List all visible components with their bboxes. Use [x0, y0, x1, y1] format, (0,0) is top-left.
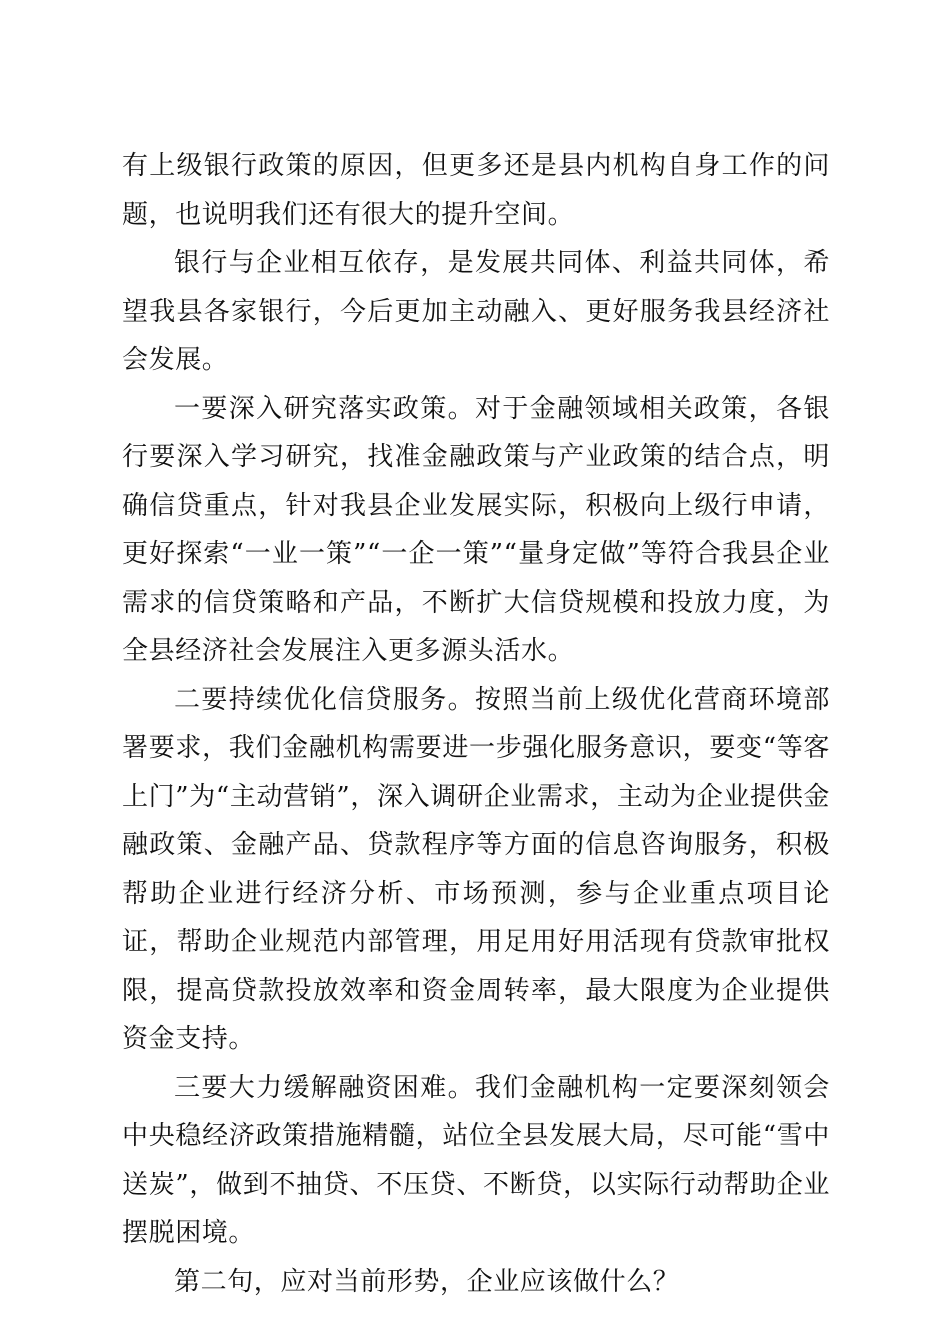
paragraph-policy-research: 一要深入研究落实政策。对于金融领域相关政策，各银行要深入学习研究，找准金融政策与产业政策的结合点，明确信贷重点，针对我县企业发展实际，积极向上级行申请，更好探索“一业一策”“一企一策”“量身定做”等符合我县企业需求的信贷策略和产品，不断扩大信贷规模和投放力度，为全县经济社会发展注入更多源头活水。: [122, 393, 830, 666]
paragraph-credit-service: 二要持续优化信贷服务。按照当前上级优化营商环境部署要求，我们金融机构需要进一步强化服务意识，要变“等客上门”为“主动营销”，深入调研企业需求，主动为企业提供金融政策、金融产品、贷款程序等方面的信息咨询服务，积极帮助企业进行经济分析、市场预测，参与企业重点项目论证，帮助企业规范内部管理，用足用好用活现有贷款审批权限，提高贷款投放效率和资金周转率，最大限度为企业提供资金支持。: [122, 684, 830, 1054]
paragraph-financing-difficulty: 三要大力缓解融资困难。我们金融机构一定要深刻领会中央稳经济政策措施精髓，站位全县发展大局，尽可能“雪中送炭”，做到不抽贷、不压贷、不断贷，以实际行动帮助企业摆脱困境。: [122, 1072, 830, 1248]
paragraph-continuation: 有上级银行政策的原因，但更多还是县内机构自身工作的问题，也说明我们还有很大的提升空间。: [122, 151, 830, 230]
section-heading: 第二句，应对当前形势，企业应该做什么？: [174, 1266, 680, 1297]
paragraph-bank-enterprise: 银行与企业相互依存，是发展共同体、利益共同体，希望我县各家银行，今后更加主动融入、更好服务我县经济社会发展。: [122, 248, 830, 375]
document-body: [122, 142, 830, 1306]
